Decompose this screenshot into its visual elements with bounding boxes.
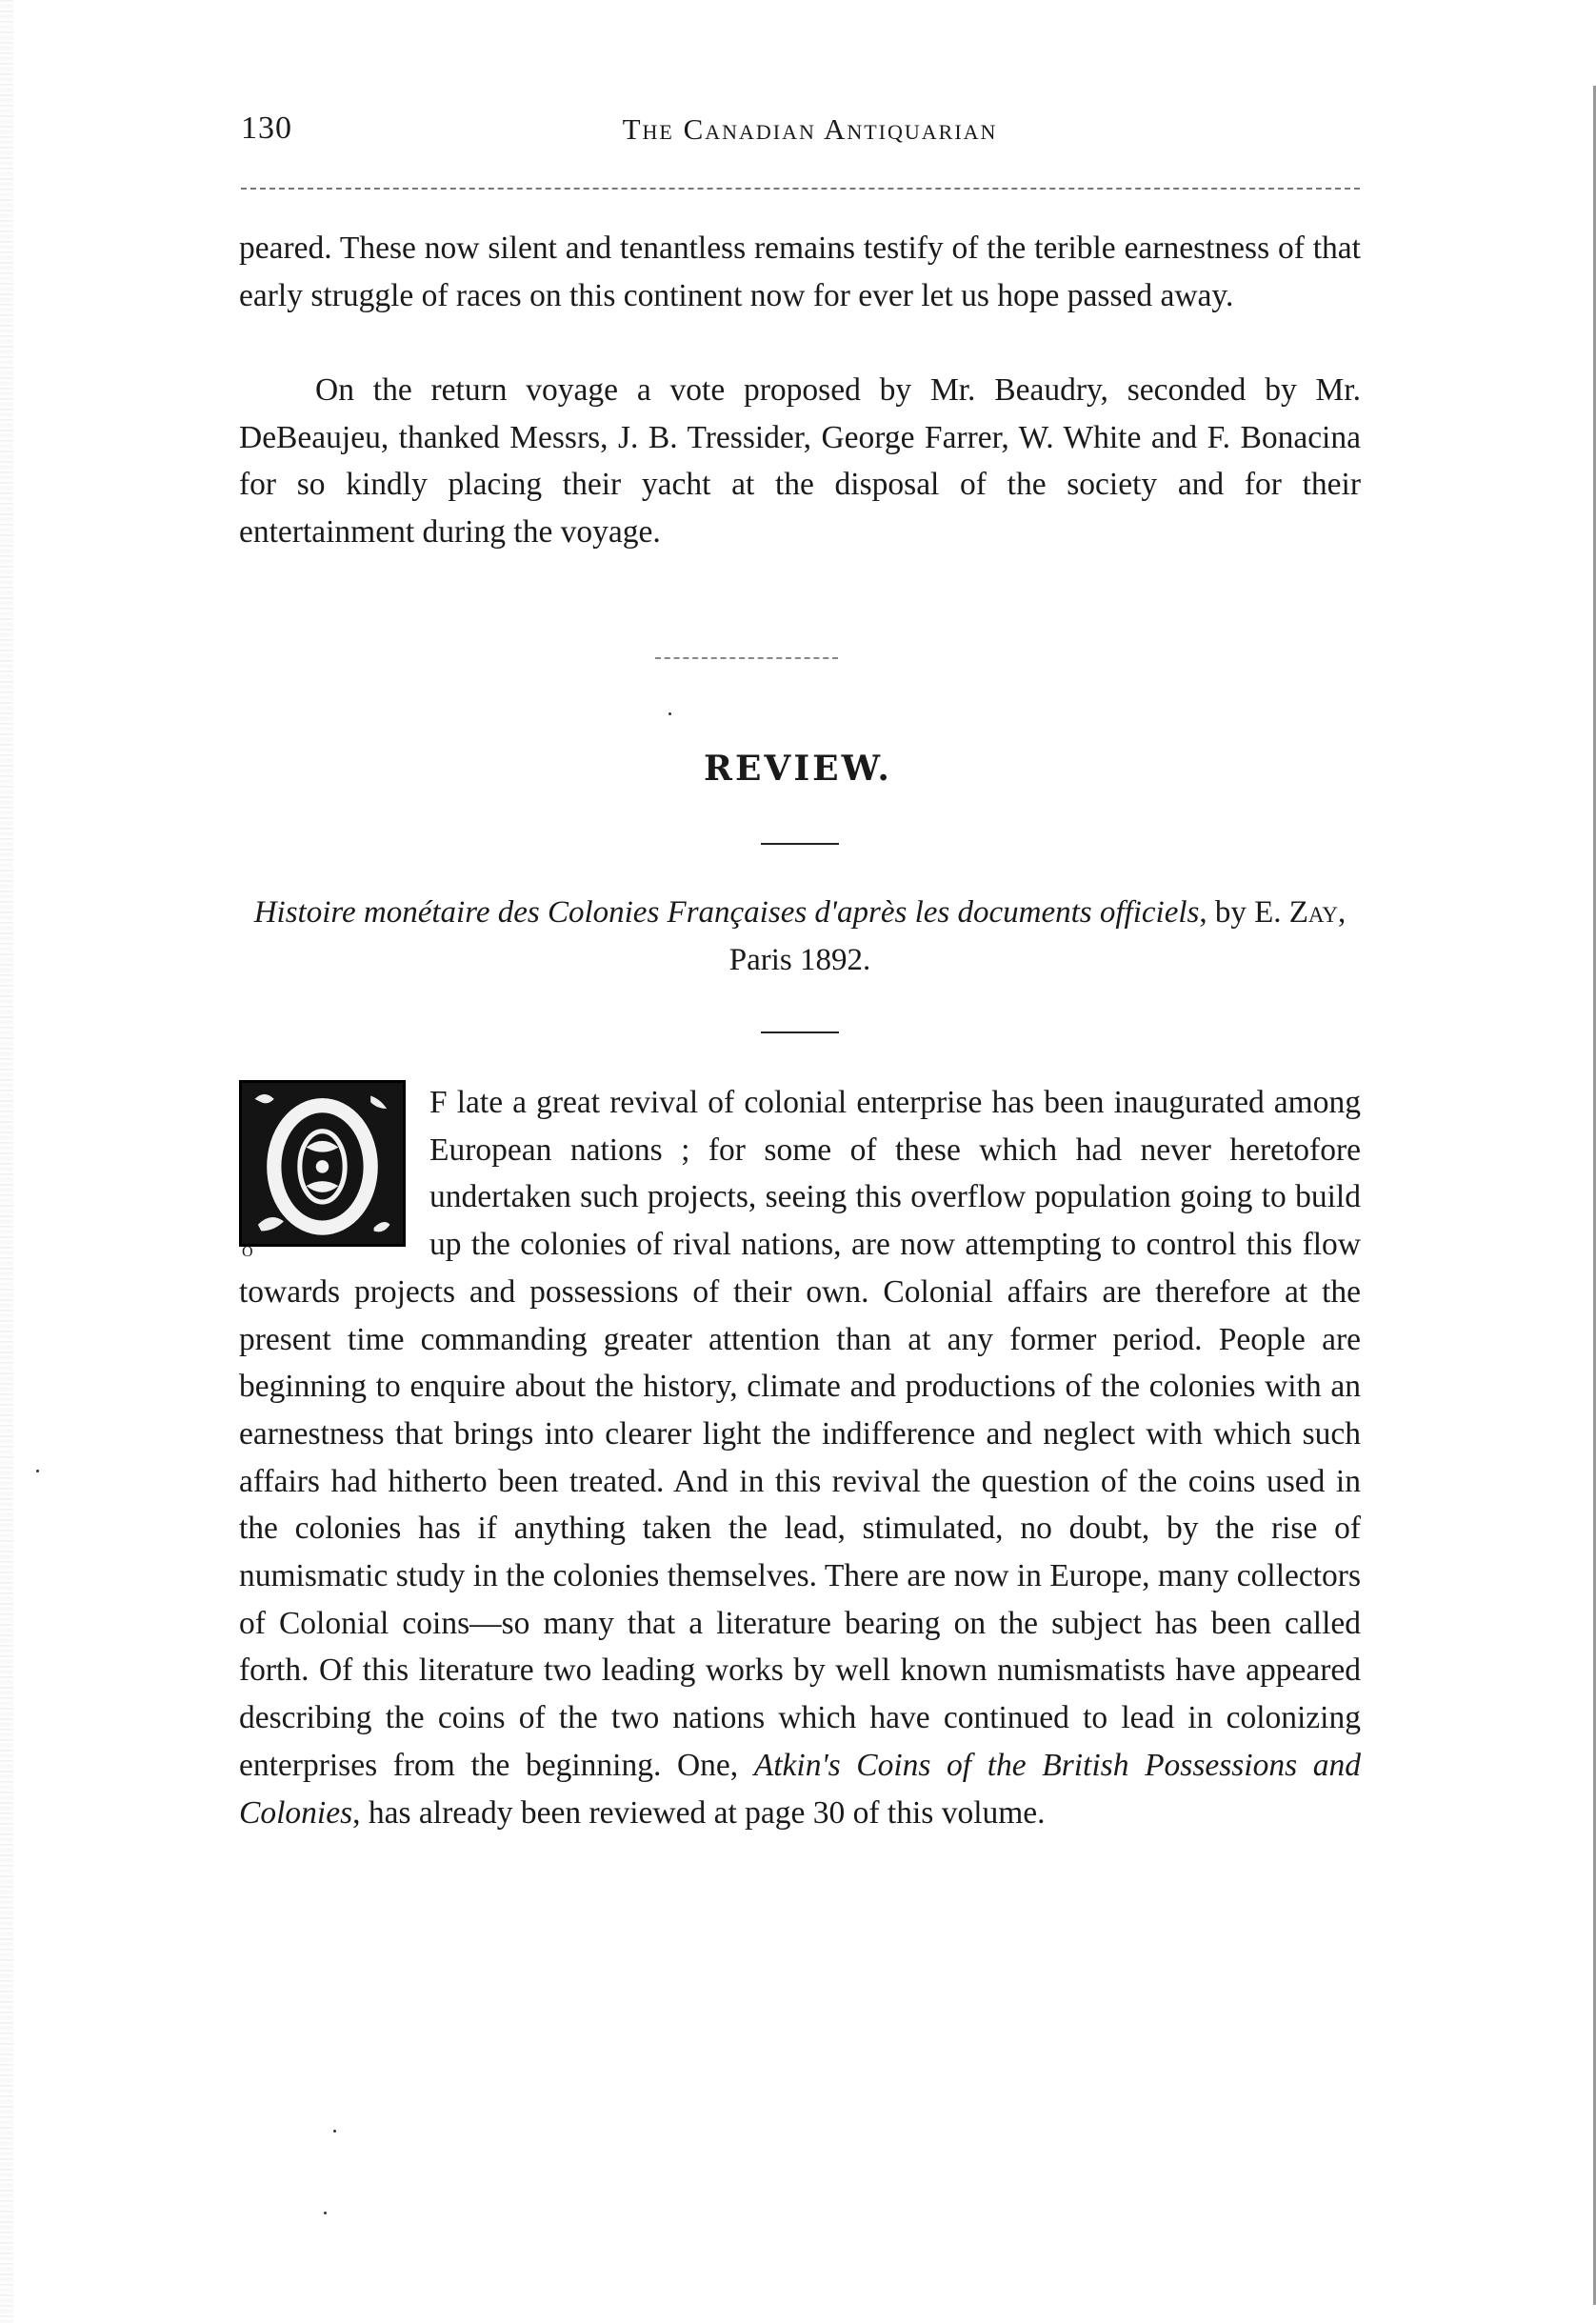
review-body (239, 1079, 1361, 1836)
paragraph-vote (239, 367, 1361, 555)
scan-edge-left (0, 0, 13, 2323)
page-number: 130 (241, 110, 292, 146)
review-citation (239, 889, 1361, 984)
speck (668, 712, 671, 715)
citation-work-title: Histoire monétaire des Colonies Françaises d'après les documents officiels (253, 895, 1200, 930)
drop-cap-spacer (239, 1079, 429, 1260)
review-text-part1: F late a great revival of colonial enterprise has been inaugurated among European nations ; for some of these which had never heretofore undertaken such projects, seeing this overflow population going to build up the colonies of rival nations, are now attempting to control this flow towards projects and possessions of their own. Colonial affairs are therefore at the present time commanding greater attention than at any former period. People are beginning to enquire about the history, climate and productions of the colonies with an earnestness that brings into clearer light the indifference and neglect with which such affairs had hitherto been treated. And in this revival the question of the coins used in the colonies has if anything taken the lead, stimulated, no doubt, by the rise of numismatic study in the colonies themselves. There are now in Europe, many collectors of Colonial coins—so many that a literature bearing on the subject has been called forth. Of this literature two leading works by well known numismatists have appeared describing the coins of the two nations which have continued to lead in colonizing enterprises from the beginning. One, (239, 1085, 1361, 1783)
title-rule (761, 843, 839, 845)
drop-cap-letter: O (242, 1244, 253, 1260)
running-header (241, 110, 1360, 158)
header-rule (241, 188, 1360, 190)
citation-rule (761, 1031, 839, 1033)
review-text-italic-title: Atkin's Coins of the British Possessions and Colonies (239, 1747, 1362, 1831)
section-title: REVIEW. (704, 749, 892, 789)
running-title: The Canadian Antiquarian (622, 112, 998, 146)
citation-author: E. Zay (1254, 895, 1339, 930)
paragraph-continued (239, 225, 1361, 319)
section-divider (655, 657, 838, 659)
speck (324, 2212, 327, 2214)
paragraph-text: On the return voyage a vote proposed by Mr. Beaudry, seconded by Mr. DeBeaujeu, thanked Messrs, J. B. Tressider, George Farrer, W. White and F. Bonacina for so kindly placing their yacht at the disposal of the society and for their entertainment during the voyage. (239, 372, 1361, 550)
review-text-part2: , has already been reviewed at page 30 of this volume. (352, 1794, 1046, 1831)
paragraph-text: peared. These now silent and tenantless remains testify of the terible earnestness of that early struggle of races on this continent now for ever let us hope passed away. (239, 230, 1361, 313)
speck (333, 2130, 336, 2133)
citation-by: , by (1199, 895, 1255, 930)
speck (36, 1470, 39, 1472)
citation-place-date: , Paris 1892. (728, 895, 1347, 977)
